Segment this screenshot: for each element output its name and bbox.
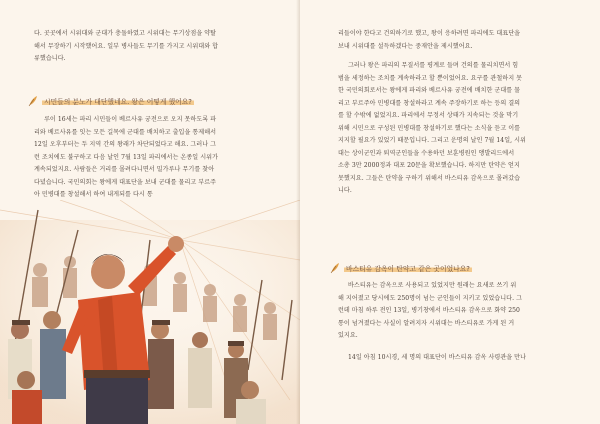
text-line: 바스티유는 감옥으로 사용되고 있었지만 원래는 요새로 쓰기 위 — [348, 282, 517, 289]
text-line: 대는 상이군인과 퇴역군인들을 수용하던 보훈병원인 앵발리드에서 — [338, 149, 515, 157]
text-line: 못했지요. 그들은 탄약을 구하기 위해서 바스티유 감옥으로 몰려갔습 — [338, 174, 521, 182]
left-intro-paragraph — [34, 28, 270, 66]
right-section-heading — [330, 262, 472, 274]
right-paragraph-3 — [338, 280, 570, 343]
text-line: 14일 아침 10시경, 세 명의 대표단이 바스티유 감옥 사령관을 만나 — [348, 354, 527, 361]
text-line: 리고 부르주아 민병대를 창설하라고 계속 주장하기로 하는 등의 결의 — [338, 99, 521, 107]
right-paragraph-2 — [338, 60, 570, 198]
text-line: 보내 시위대를 설득하겠다는 중재안을 제시했어요. — [338, 42, 473, 50]
text-line: 아 민병대를 창설해서 하여 내게되를 다시 통 — [34, 191, 153, 198]
feather-quill-icon — [330, 262, 340, 274]
text-line: 다녔습니다. 국민의회는 왕에게 대표단을 보내 군대를 물리고 부르주 — [34, 178, 217, 186]
heading-text: 시민들의 분노가 대단했네요. 왕은 어떻게 했어요? — [44, 98, 192, 106]
revolution-crowd-illustration — [0, 200, 300, 424]
right-paragraph-4 — [338, 352, 570, 365]
text-line: 그러나 왕은 파리의 무질서를 평계로 들며 건의를 물리치면서 힘 — [348, 62, 519, 69]
text-line: 해서 무장하기 시작했어요. 일부 병사들도 무기를 가지고 시위대와 합 — [34, 42, 219, 50]
text-line: 한 국민의회로서는 왕에게 파리와 베르사유 궁전에 배치한 군대를 물 — [338, 87, 521, 94]
text-line: 류했습니다. — [34, 55, 66, 62]
text-line: 범을 세정하는 조치를 계속하라고 할 뿐이었어요. 요구를 관철하지 못 — [338, 74, 523, 82]
text-line: 다. 곳곳에서 시위대와 군대가 충돌하였고 시위대는 무기상점을 약탈 — [34, 30, 217, 37]
feather-quill-icon — [28, 95, 38, 107]
left-body-paragraph — [34, 114, 270, 202]
text-line: 해 지어졌고 당시에도 250명이 넘는 군인들이 지키고 있었습니다. 그 — [338, 294, 523, 302]
left-section-heading — [28, 95, 194, 107]
text-line: 니다. — [338, 187, 352, 194]
text-line: 리들이야 한다고 건의하기로 했고, 왕이 응하려면 파리에도 대표단을 — [338, 30, 521, 37]
text-line: 위해 시민으로 구성된 민병대를 창설하기로 했다는 소식을 듣고 이를 — [338, 124, 521, 132]
right-page — [300, 0, 600, 424]
text-line: 통이 넘겨졌다는 사실이 알려지자 시위대는 바스티유로 가게 된 거 — [338, 319, 515, 327]
heading-text: 바스티유 감옥이 탄약고 같은 곳이었나요? — [346, 265, 470, 273]
right-top-paragraph — [338, 28, 570, 53]
text-line: 런데 마침 하루 전인 13일, 병기창에서 바스티유 감옥으로 화약 250 — [338, 307, 520, 314]
text-line: 12일 오후부터는 두 지역 간의 왕래가 차단되었다고 해요. 그러나 그 — [34, 141, 217, 148]
text-line: 지지할 필요가 있었기 때문입니다. 그리고 운명의 날인 7월 14일, 시위 — [338, 137, 526, 144]
text-line: 런 조치에도 불구하고 다음 날인 7월 13일 파리에서는 온종일 시위가 — [34, 153, 219, 161]
text-line: 리와 베르사유를 잇는 모든 길목에 군대를 배치하고 출입을 통제해서 — [34, 128, 217, 136]
text-line: 있지요. — [338, 332, 358, 339]
text-line: 계속되었지요. 사람들은 거리를 몰려다니면서 밀가루나 무기를 찾아 — [34, 166, 215, 173]
text-line: 를 할 수밖에 없었지요. 파리에서 무정서 상태가 지속되는 것을 막기 — [338, 112, 519, 119]
text-line: 소총 3만 2000정과 대포 20문을 확보했습니다. 하지만 탄약은 얻지 — [338, 162, 520, 169]
text-line: 루이 16세는 파리 시민들이 베르사유 궁전으로 오지 못하도록 파 — [44, 116, 217, 123]
